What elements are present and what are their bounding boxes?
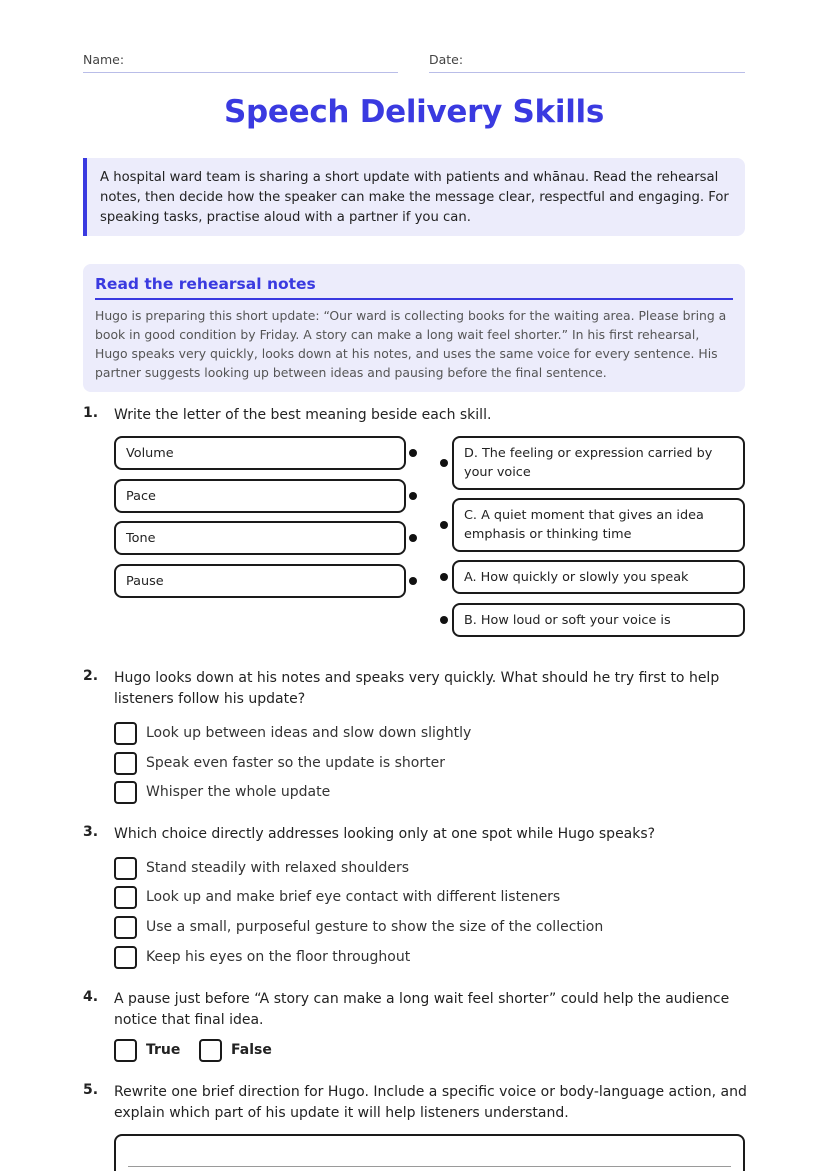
q5-number: 5. [83,1082,99,1098]
option-label: Stand steadily with relaxed shoulders [146,860,410,876]
q3-option[interactable] [114,915,603,939]
meaning-box-a[interactable] [452,560,745,594]
meaning-box-c[interactable] [452,498,745,552]
q3-option[interactable] [114,856,409,880]
option-label: Use a small, purposeful gesture to show the size of the collection [146,919,604,935]
meaning-box-d[interactable] [452,436,745,490]
answer-line [128,1166,731,1167]
checkbox[interactable] [199,1039,222,1062]
skill-label: Pause [126,573,164,589]
date-field[interactable] [429,52,745,73]
q2-number: 2. [83,668,99,684]
q2-option[interactable] [114,751,445,775]
option-label: Keep his eyes on the floor throughout [146,949,411,965]
notes-heading: Read the rehearsal notes [95,275,733,300]
q5-answer-box[interactable] [114,1134,745,1171]
checkbox[interactable] [114,857,137,880]
q4-text: A pause just before “A story can make a long wait feel shorter” could help the audience notice that final idea. [114,991,730,1028]
skill-box-volume[interactable] [114,436,406,470]
right-match-dot[interactable] [440,573,448,581]
checkbox[interactable] [114,722,137,745]
checkbox[interactable] [114,946,137,969]
left-match-dot[interactable] [409,492,417,500]
q4-number: 4. [83,989,99,1005]
true-option[interactable] [114,1038,180,1062]
notes-body: Hugo is preparing this short update: “Our ward is collecting books for the waiting area. Please bring a book in good condition by Friday. A story can make a long wait feel shorter.” In his first rehearsal, Hugo speaks very quickly, looks down at his notes, and uses the same voice for every sentence. His partner suggests looking up between ideas and pausing before the final sentence. [95,308,727,380]
q2-option[interactable] [114,721,471,745]
skill-box-tone[interactable] [114,521,406,555]
checkbox[interactable] [114,916,137,939]
skill-label: Pace [126,488,156,504]
checkbox[interactable] [114,1039,137,1062]
intro-callout: A hospital ward team is sharing a short update with patients and whānau. Read the rehearsal notes, then decide how the speaker can make the message clear, respectful and engaging. For speaking tasks, practise aloud with a partner if you can. [83,158,745,236]
false-label: False [231,1042,272,1058]
q1-text: Write the letter of the best meaning beside each skill. [114,407,492,423]
right-match-dot[interactable] [440,616,448,624]
meaning-label: B. How loud or soft your voice is [464,612,671,628]
true-label: True [146,1042,181,1058]
false-option[interactable] [199,1038,272,1062]
checkbox[interactable] [114,752,137,775]
page-title: Speech Delivery Skills [223,94,604,130]
skill-label: Tone [126,530,156,546]
skill-box-pace[interactable] [114,479,406,513]
rehearsal-notes-panel [83,264,745,392]
right-match-dot[interactable] [440,521,448,529]
skill-label: Volume [126,445,174,461]
option-label: Whisper the whole update [146,784,331,800]
q1-number: 1. [83,405,99,421]
q3-option[interactable] [114,945,410,969]
q3-text: Which choice directly addresses looking only at one spot while Hugo speaks? [114,826,656,842]
option-label: Look up between ideas and slow down slightly [146,725,472,741]
q2-option[interactable] [114,780,330,804]
left-match-dot[interactable] [409,534,417,542]
option-label: Look up and make brief eye contact with different listeners [146,889,561,905]
checkbox[interactable] [114,886,137,909]
q5-text: Rewrite one brief direction for Hugo. Include a specific voice or body-language action, and explain which part of his update it will help listeners understand. [114,1084,747,1121]
meaning-label: D. The feeling or expression carried by your voice [464,446,713,480]
q3-option[interactable] [114,885,560,909]
meaning-label: A. How quickly or slowly you speak [464,569,689,585]
meaning-box-b[interactable] [452,603,745,637]
left-match-dot[interactable] [409,577,417,585]
right-match-dot[interactable] [440,459,448,467]
date-label: Date: [429,52,464,67]
name-label: Name: [83,52,125,67]
q3-number: 3. [83,824,99,840]
meaning-label: C. A quiet moment that gives an idea emphasis or thinking time [464,508,704,542]
checkbox[interactable] [114,781,137,804]
left-match-dot[interactable] [409,449,417,457]
name-field[interactable] [83,52,398,73]
header-fields [83,52,745,74]
q2-text: Hugo looks down at his notes and speaks very quickly. What should he try first to help listeners follow his update? [114,670,720,707]
skill-box-pause[interactable] [114,564,406,598]
option-label: Speak even faster so the update is shorter [146,755,445,771]
